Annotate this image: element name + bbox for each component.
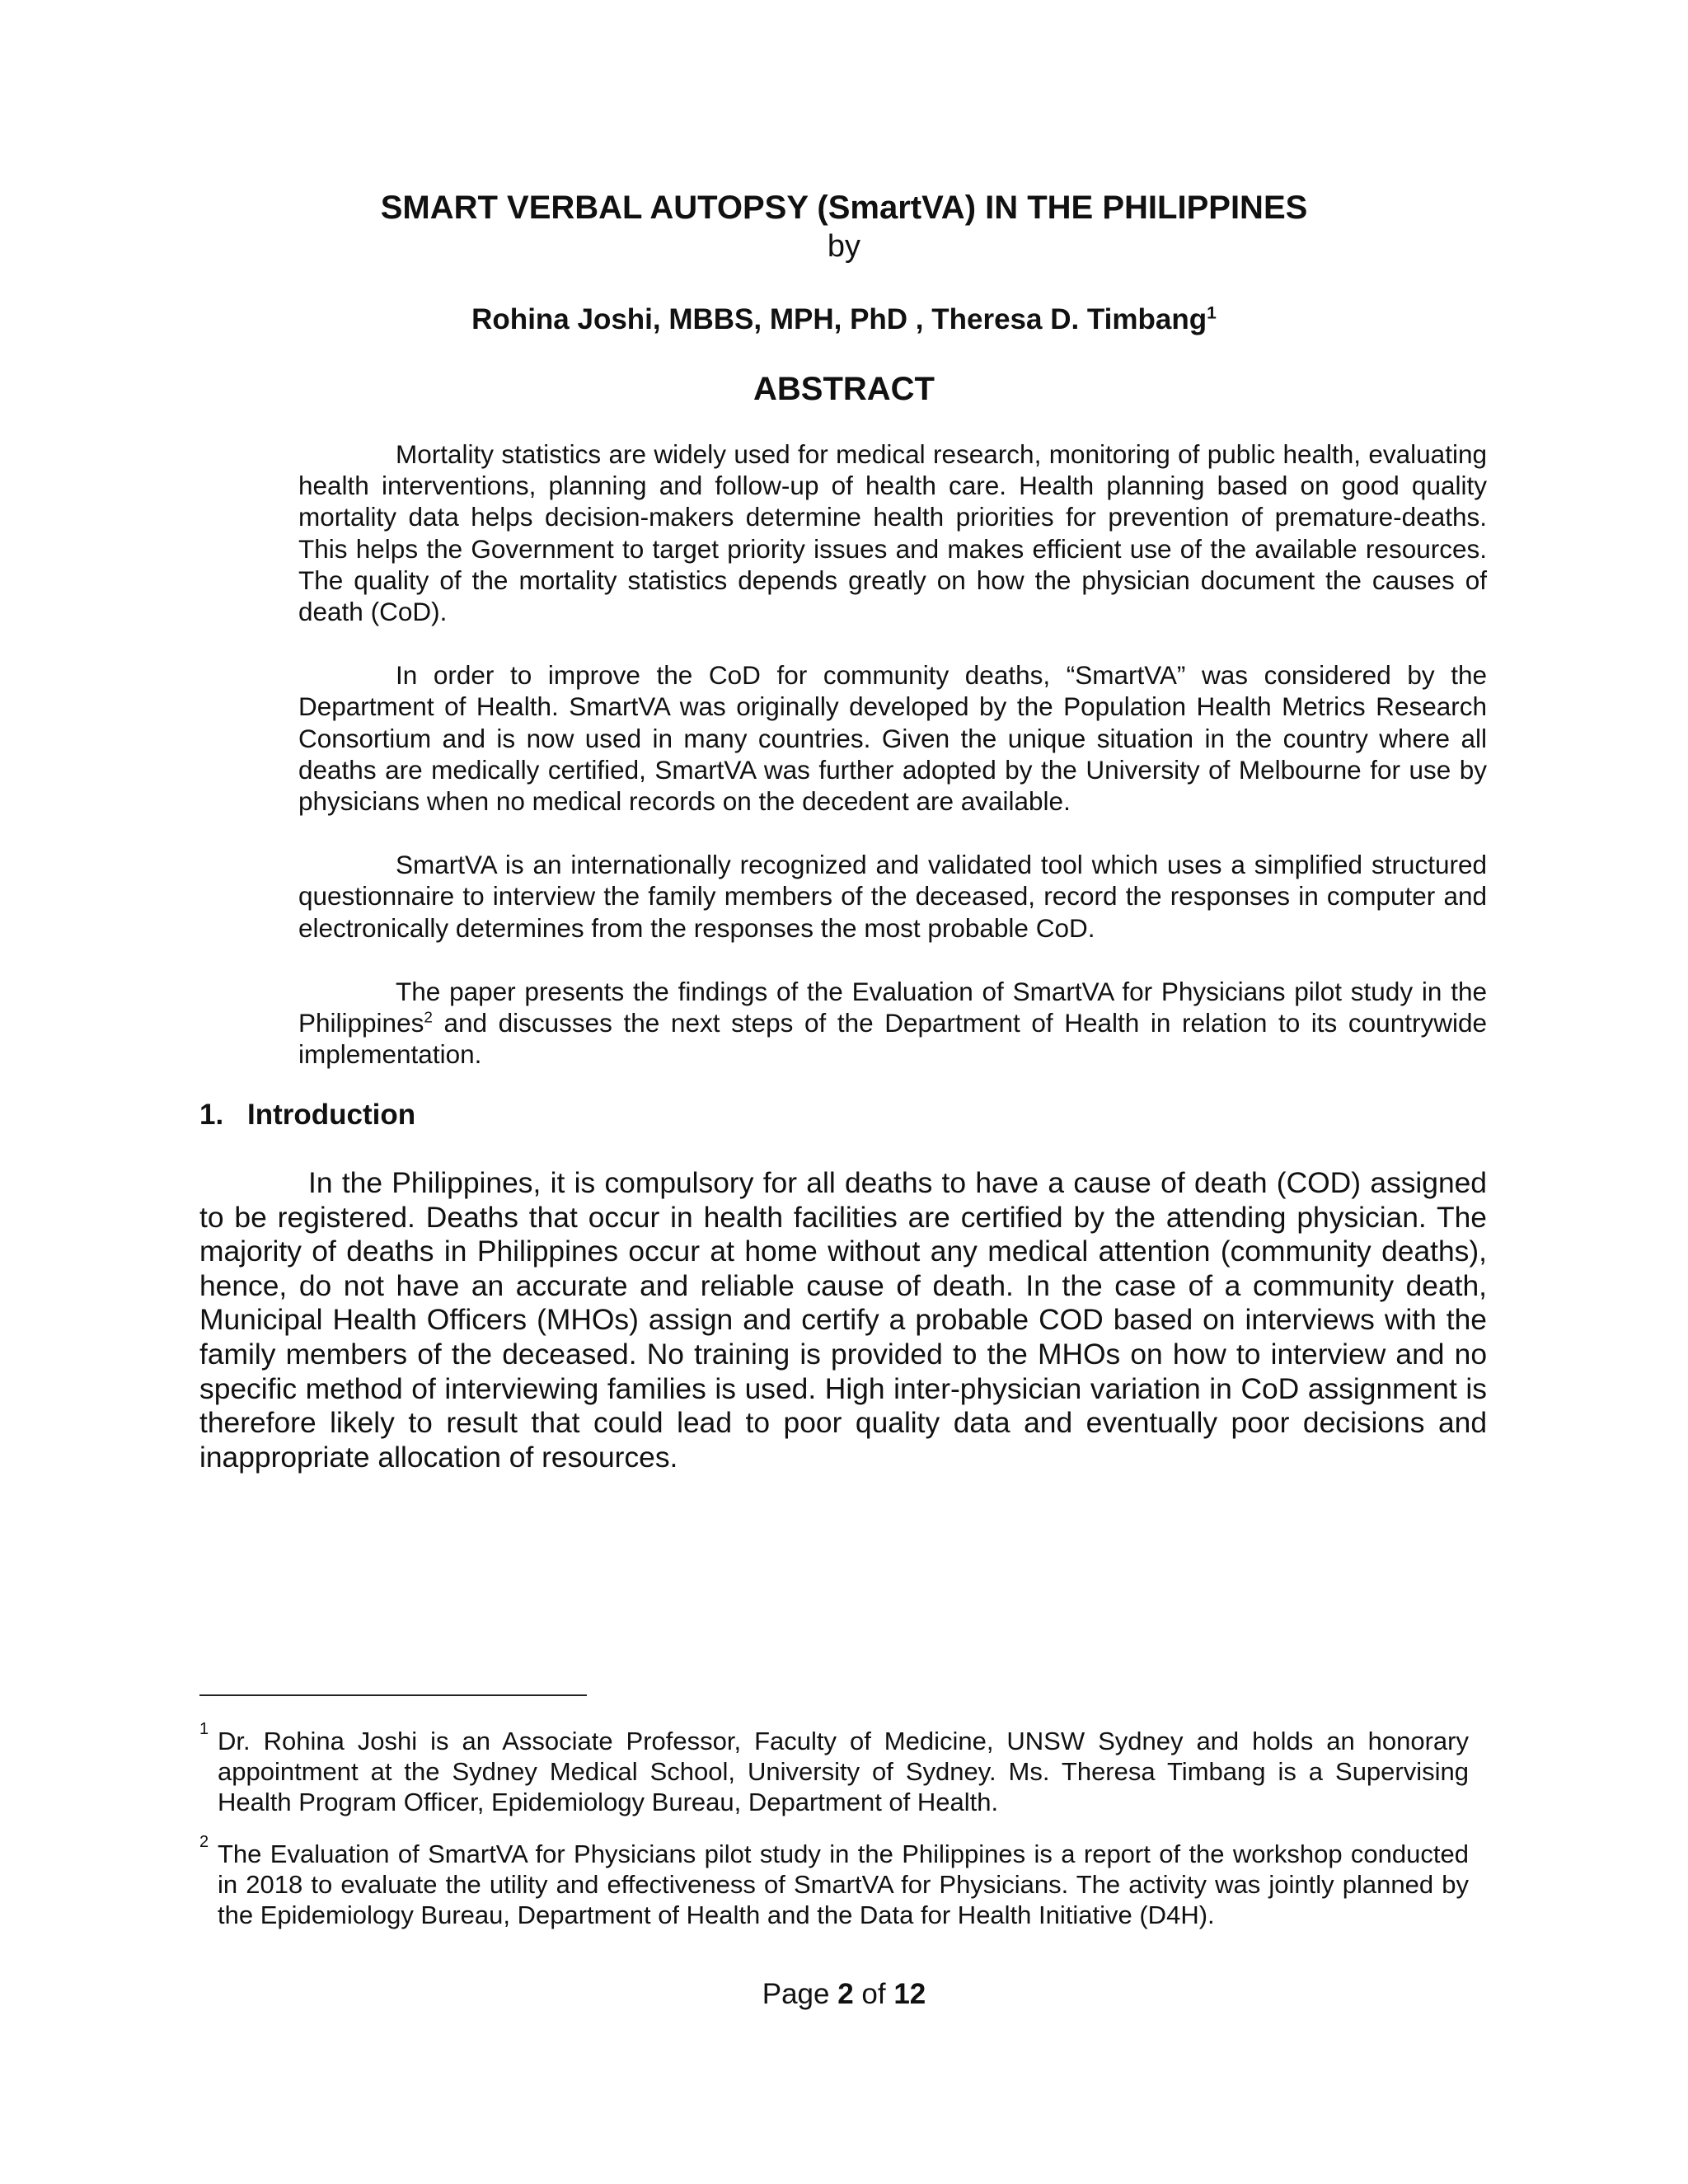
- footnote-2: [199, 1833, 1469, 1930]
- page-number-prefix: Page: [762, 1978, 830, 2010]
- footnote-divider: [199, 1694, 587, 1696]
- abstract-paragraph-4: [298, 976, 1487, 1071]
- abstract-paragraph-4-part-2: and discusses the next steps of the Department of Health in relation to its countrywide implementation.: [298, 1008, 1487, 1070]
- footnotes: [199, 1720, 1469, 1952]
- footnote-2-mark: 2: [199, 1833, 209, 1851]
- author-names: Rohina Joshi, MBBS, MPH, PhD , Theresa D. Timbang: [471, 303, 1207, 335]
- abstract-footnote-ref[interactable]: 2: [424, 1009, 433, 1027]
- abstract-body: [298, 438, 1487, 1102]
- footnote-1-mark: 1: [199, 1720, 209, 1738]
- byline-by: by: [827, 229, 861, 264]
- paper-title: SMART VERBAL AUTOPSY (SmartVA) IN THE PHILIPPINES: [380, 190, 1308, 226]
- abstract-heading: ABSTRACT: [753, 371, 935, 407]
- introduction-paragraph: In the Philippines, it is compulsory for all deaths to have a cause of death (COD) assigned to be registered. Deaths that occur in health facilities are certified by the attending physician. The majority of deaths in Philippines occur at home without any medical attention (community deaths), hence, do not have an accurate and reliable cause of death. In the case of a community death, Municipal Health Officers (MHOs) assign and certify a probable COD based on interviews with the family members of the deceased. No training is provided to the MHOs on how to interview and no specific method of interviewing families is used. High inter-physician variation in CoD assignment is therefore likely to result that could lead to poor quality data and eventually poor decisions and inappropriate allocation of resources.: [199, 1166, 1487, 1474]
- page-number-current: 2: [837, 1978, 854, 2010]
- author-line: [0, 302, 1688, 338]
- section-number: 1.: [199, 1099, 224, 1131]
- page-number-separator: of: [861, 1978, 886, 2010]
- abstract-paragraph-1: Mortality statistics are widely used for medical research, monitoring of public health, evaluating health interventions, planning and follow-up of health care. Health planning based on good quality mortality data helps decision-makers determine health priorities for prevention of premature-deaths. This helps the Government to target priority issues and makes efficient use of the available resources. The quality of the mortality statistics depends greatly on how the physician document the causes of death (CoD).: [298, 439, 1487, 627]
- abstract-paragraph-2: In order to improve the CoD for community deaths, “SmartVA” was considered by the Department of Health. SmartVA was originally developed by the Population Health Metrics Research Consortium and is now used in many countries. Given the unique situation in the country where all deaths are medically certified, SmartVA was further adopted by the University of Melbourne for use by physicians when no medical records on the decedent are available.: [298, 660, 1487, 817]
- abstract-paragraph-3: SmartVA is an internationally recognized and validated tool which uses a simplified structured questionnaire to interview the family members of the deceased, record the responses in computer and electronically determines from the responses the most probable CoD.: [298, 850, 1487, 943]
- page-number-total: 12: [893, 1978, 926, 2010]
- footnote-1-text: Dr. Rohina Joshi is an Associate Professor, Faculty of Medicine, UNSW Sydney and holds an honorary appointment at the Sydney Medical School, University of Sydney. Ms. Theresa Timbang is a Supervising Health Program Officer, Epidemiology Bureau, Department of Health.: [218, 1727, 1469, 1816]
- footnote-2-text: The Evaluation of SmartVA for Physicians pilot study in the Philippines is a report of the workshop conducted in 2018 to evaluate the utility and effectiveness of SmartVA for Physicians. The activity was jointly planned by the Epidemiology Bureau, Department of Health and the Data for Health Initiative (D4H).: [218, 1840, 1469, 1929]
- section-title: Introduction: [247, 1099, 416, 1131]
- page-number: [0, 1976, 1688, 2013]
- footnote-1: [199, 1720, 1469, 1817]
- section-heading-introduction: [199, 1097, 415, 1133]
- author-footnote-ref[interactable]: 1: [1207, 303, 1217, 323]
- abstract-paragraph-4-part-1: The paper presents the findings of the Evaluation of SmartVA for Physicians pilot study in the Philippines: [298, 976, 1487, 1038]
